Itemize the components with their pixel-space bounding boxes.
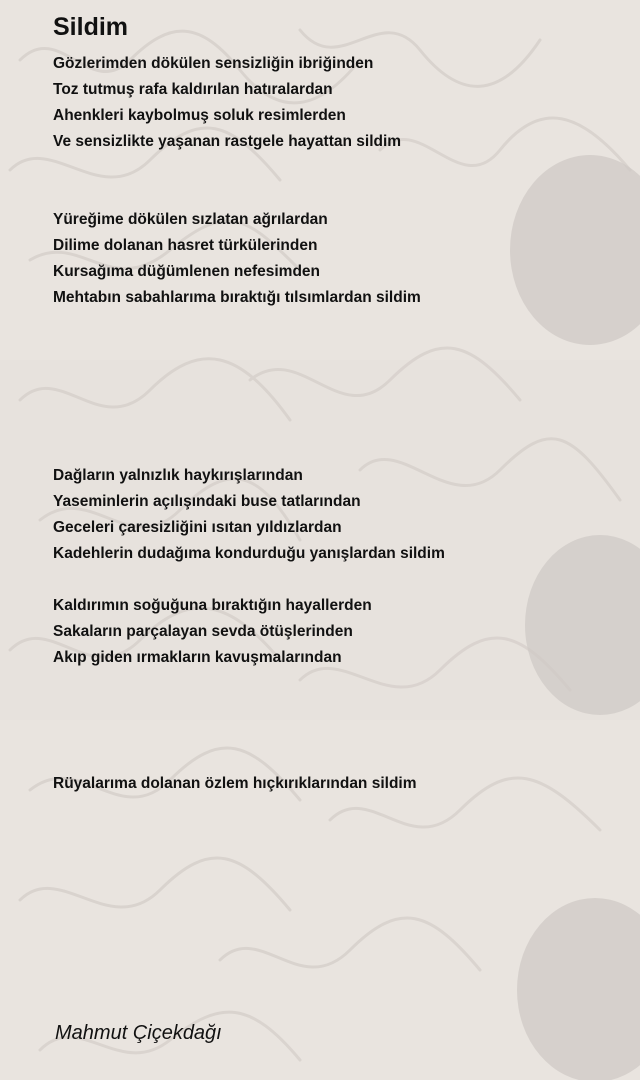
poem-line: Akıp giden ırmakların kavuşmalarından bbox=[53, 649, 342, 666]
poem-line: Gözlerimden dökülen sensizliğin ibriğinden bbox=[53, 55, 374, 72]
poem-line: Ve sensizlikte yaşanan rastgele hayattan sildim bbox=[53, 133, 402, 150]
poem-line: Ahenkleri kaybolmuş soluk resimlerden bbox=[53, 107, 346, 124]
poem-line: Rüyalarıma dolanan özlem hıçkırıklarından sildim bbox=[53, 775, 417, 792]
poem-line: Geceleri çaresizliğini ısıtan yıldızlardan bbox=[53, 519, 342, 536]
poem-line: Yüreğime dökülen sızlatan ağrılardan bbox=[53, 211, 328, 228]
poem-line: Kadehlerin dudağıma kondurduğu yanışlardan sildim bbox=[53, 545, 445, 562]
poem-line: Sakaların parçalayan sevda ötüşlerinden bbox=[53, 623, 353, 640]
poem-line: Kaldırımın soğuğuna bıraktığın hayallerden bbox=[53, 597, 372, 614]
poem-line: Kursağıma düğümlenen nefesimden bbox=[53, 263, 320, 280]
poem-line: Toz tutmuş rafa kaldırılan hatıralardan bbox=[53, 81, 333, 98]
poem-line: Dağların yalnızlık haykırışlarından bbox=[53, 467, 303, 484]
poem-title: Sildim bbox=[53, 13, 129, 41]
poem-line: Dilime dolanan hasret türkülerinden bbox=[53, 237, 318, 254]
poem-author: Mahmut Çiçekdağı bbox=[55, 1022, 222, 1044]
poem-line: Yaseminlerin açılışındaki buse tatlarından bbox=[53, 493, 361, 510]
poem-line: Mehtabın sabahlarıma bıraktığı tılsımlardan sildim bbox=[53, 289, 421, 306]
